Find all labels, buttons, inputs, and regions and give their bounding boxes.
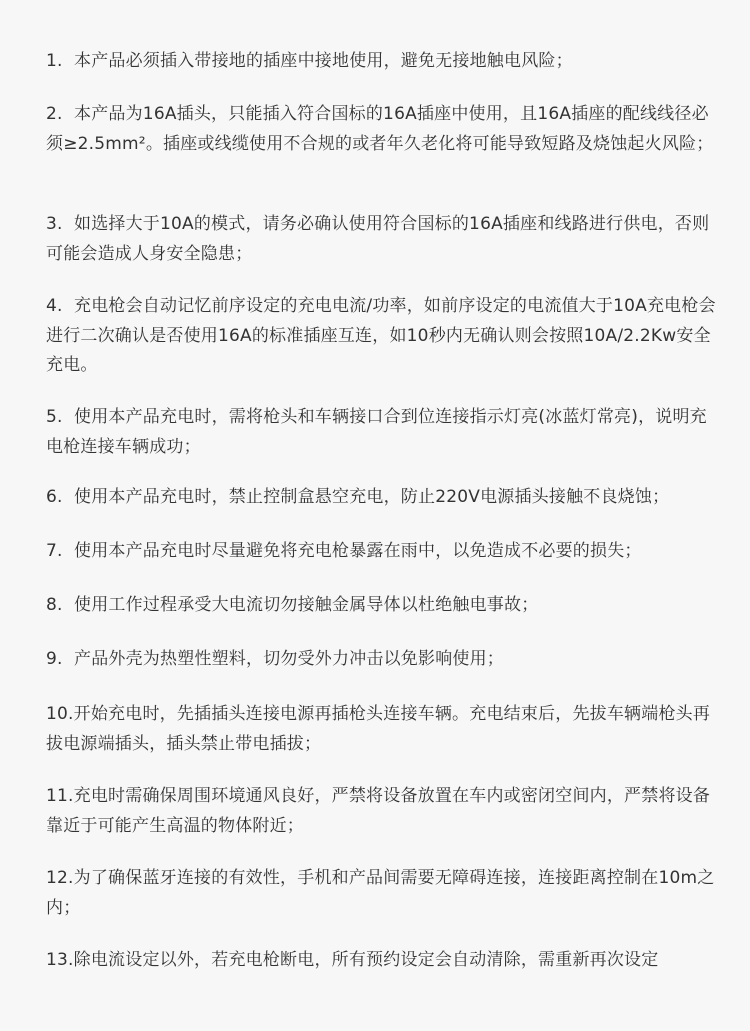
notice-item-9 — [46, 645, 716, 675]
notice-number: 1. — [46, 51, 63, 71]
notice-text: 本产品必须插入带接地的插座中接地使用，避免无接地触电风险； — [74, 51, 573, 71]
notice-item-13 — [46, 946, 716, 976]
notice-text: 开始充电时，先插插头连接电源再插枪头连接车辆。充电结束后，先拔车辆端枪头再拔电源端插头，插头禁止带电插拔； — [46, 704, 711, 754]
notice-number: 4. — [46, 296, 63, 316]
notice-text: 为了确保蓝牙连接的有效性，手机和产品间需要无障碍连接，连接距离控制在10m之内； — [46, 868, 715, 918]
notice-text: 如选择大于10A的模式，请务必确认使用符合国标的16A插座和线路进行供电，否则可能会造成人身安全隐患； — [46, 214, 710, 264]
notice-item-12 — [46, 864, 716, 923]
notice-text: 使用本产品充电时，禁止控制盒悬空充电，防止220V电源插头接触不良烧蚀； — [74, 487, 670, 507]
notice-text: 使用本产品充电时尽量避免将充电枪暴露在雨中，以免造成不必要的损失； — [74, 541, 642, 561]
notice-number: 9. — [46, 649, 63, 669]
notice-number: 6. — [46, 487, 63, 507]
notice-number: 12. — [46, 868, 74, 888]
notice-text: 充电时需确保周围环境通风良好，严禁将设备放置在车内或密闭空间内，严禁将设备靠近于可能产生高温的物体附近； — [46, 786, 711, 836]
notice-text: 充电枪会自动记忆前序设定的充电电流/功率，如前序设定的电流值大于10A充电枪会进行二次确认是否使用16A的标准插座互连，如10秒内无确认则会按照10A/2.2Kw安全充电。 — [46, 296, 716, 375]
notice-item-6 — [46, 483, 716, 513]
notice-number: 7. — [46, 541, 63, 561]
notice-item-5 — [46, 403, 716, 462]
notice-text: 使用工作过程承受大电流切勿接触金属导体以杜绝触电事故； — [74, 595, 539, 615]
notice-item-7 — [46, 537, 716, 567]
notice-item-10 — [46, 700, 716, 759]
notice-item-8 — [46, 591, 716, 621]
notice-text: 本产品为16A插头，只能插入符合国标的16A插座中使用，且16A插座的配线线径必须≥2.5mm²。插座或线缆使用不合规的或者年久老化将可能导致短路及烧蚀起火风险； — [46, 104, 714, 154]
notice-number: 10. — [46, 704, 74, 724]
notice-number: 8. — [46, 595, 63, 615]
notice-number: 5. — [46, 407, 63, 427]
notice-item-4 — [46, 292, 716, 381]
notice-item-11 — [46, 782, 716, 841]
notice-item-2 — [46, 100, 716, 159]
notice-number: 13. — [46, 950, 74, 970]
notice-text: 除电流设定以外，若充电枪断电，所有预约设定会自动清除，需重新再次设定 — [73, 950, 659, 970]
notice-text: 产品外壳为热塑性塑料，切勿受外力冲击以免影响使用； — [74, 649, 504, 669]
notice-item-1 — [46, 47, 716, 77]
notice-number: 3. — [46, 214, 63, 234]
notice-number: 2. — [46, 104, 63, 124]
notice-item-3 — [46, 210, 716, 269]
notice-text: 使用本产品充电时，需将枪头和车辆接口合到位连接指示灯亮(冰蓝灯常亮)，说明充电枪连接车辆成功； — [46, 407, 707, 457]
notice-number: 11. — [46, 786, 74, 806]
